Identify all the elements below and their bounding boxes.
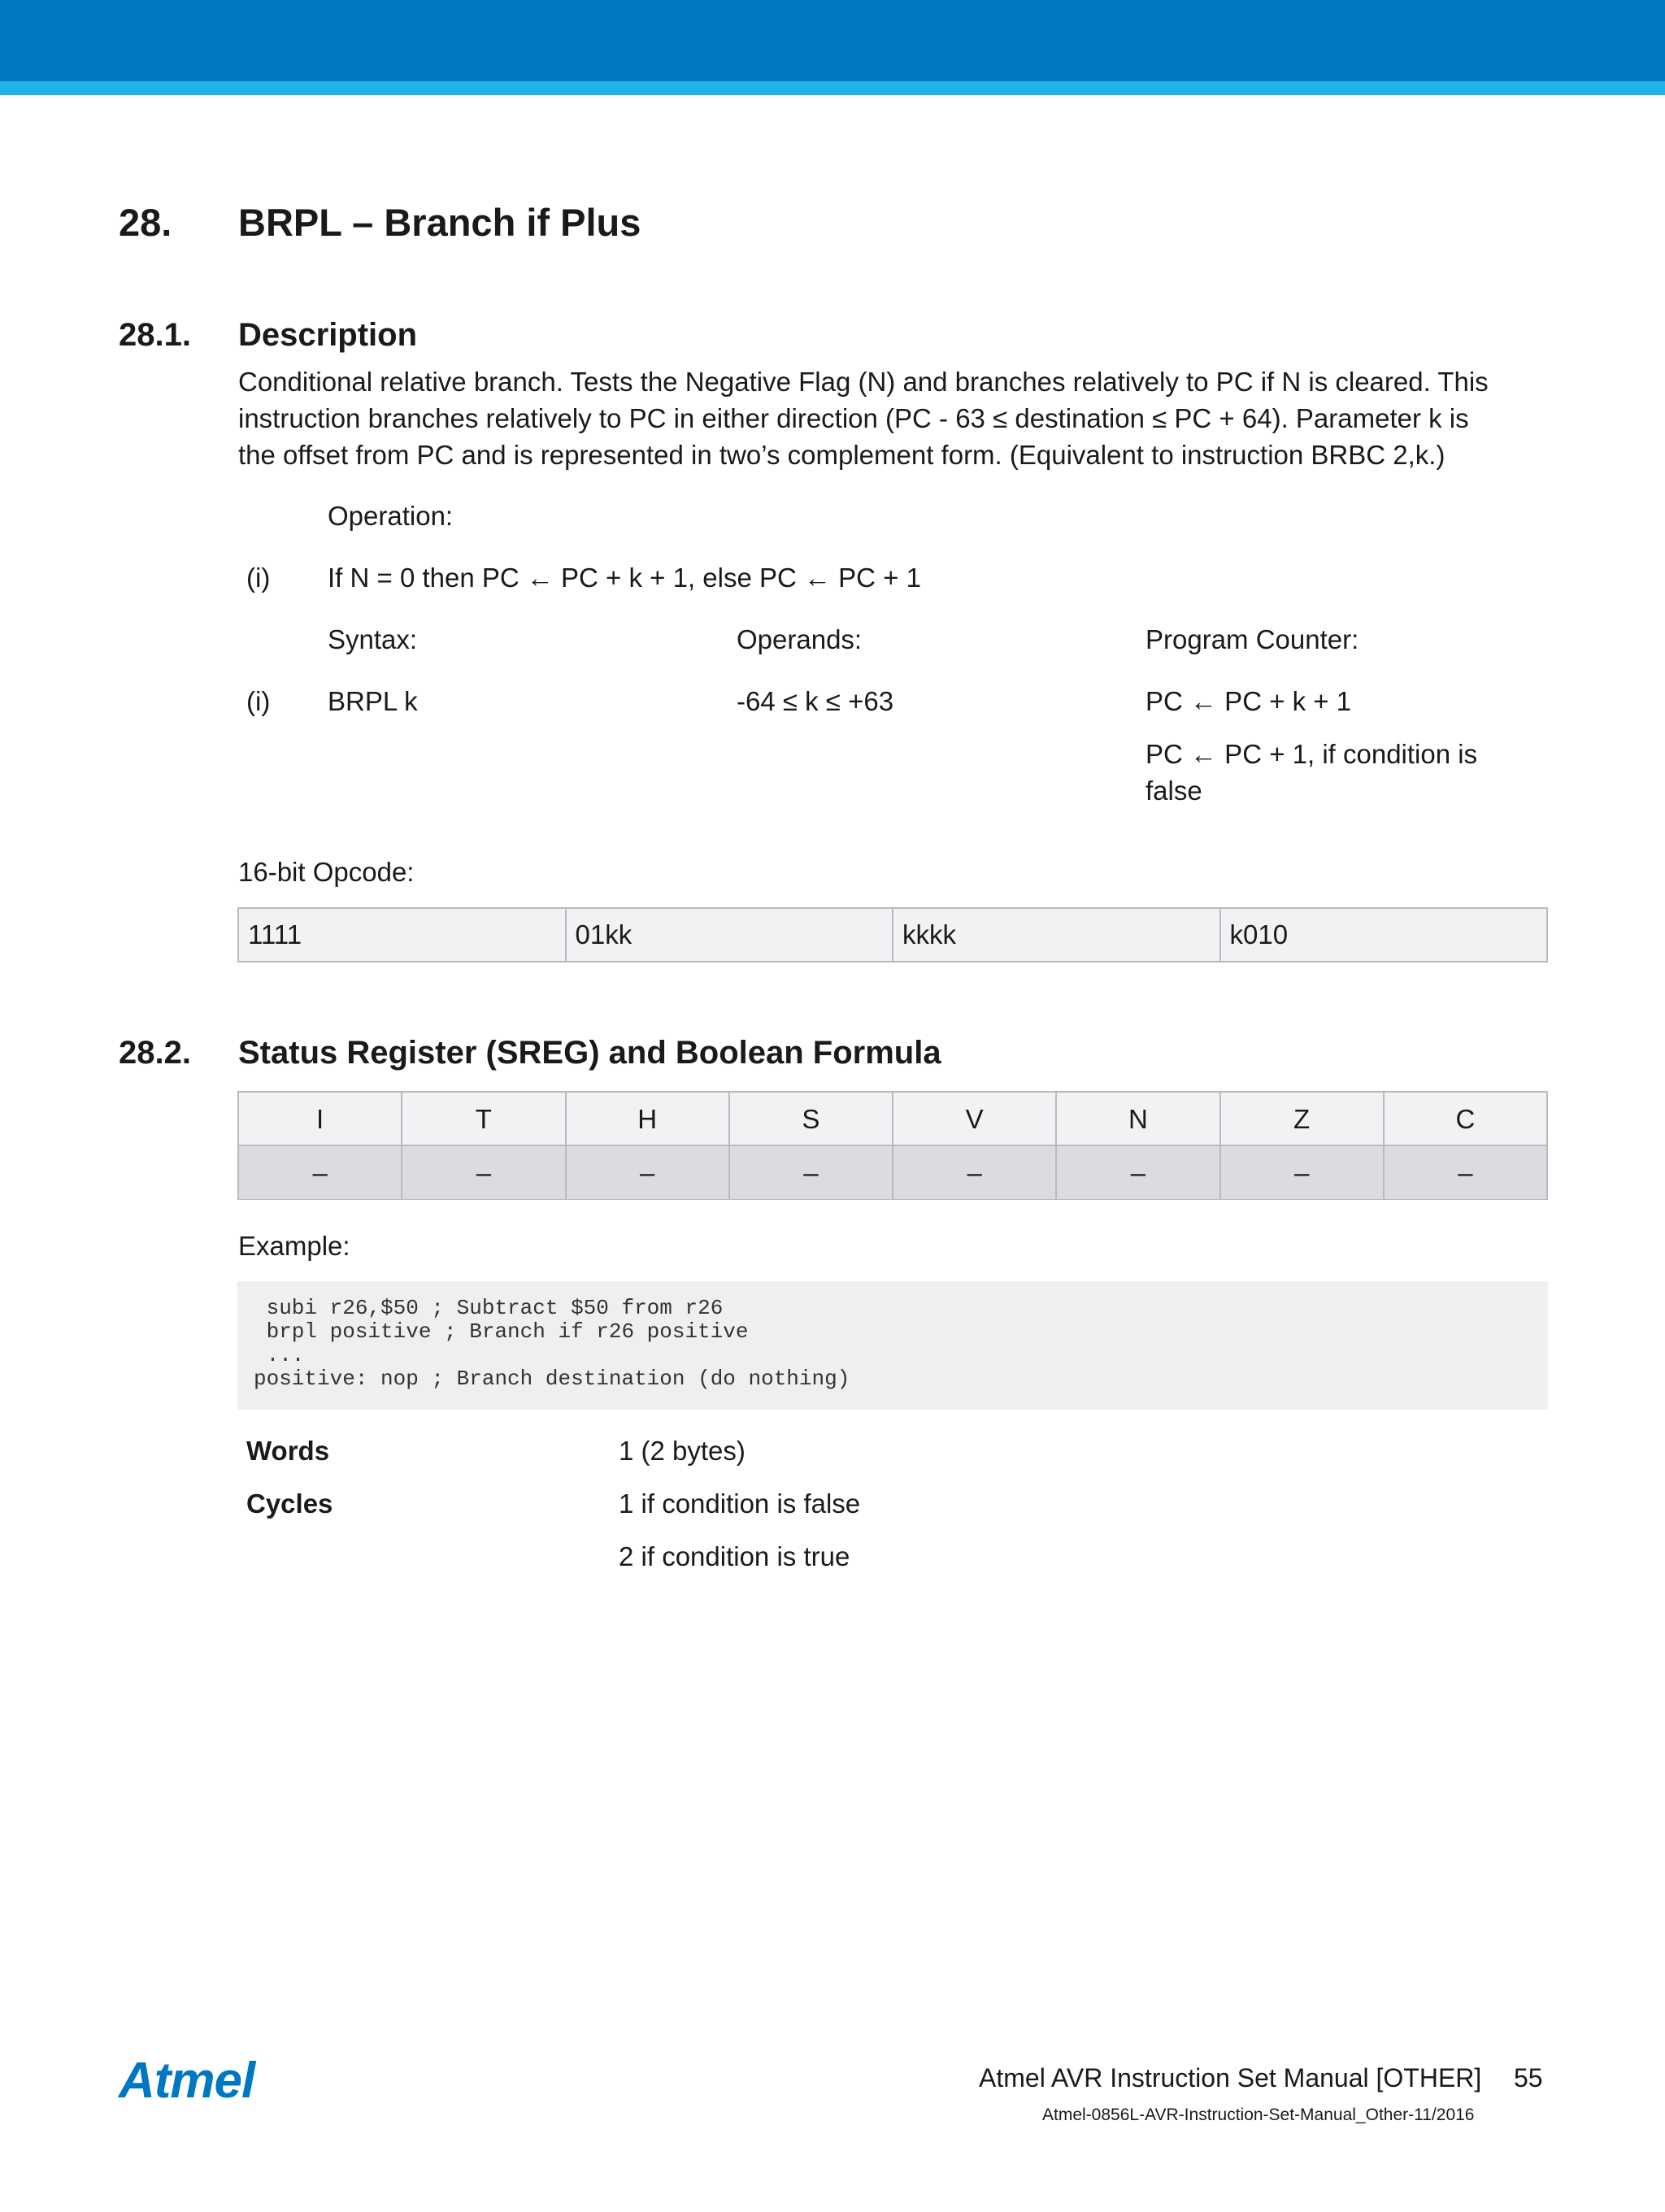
- sreg-value: –: [730, 1146, 893, 1199]
- opcode-table: [237, 907, 1548, 963]
- operation-text: If N = 0 then PC ← PC + k + 1, else PC ← PC + 1: [328, 563, 921, 593]
- footer-manual-title: Atmel AVR Instruction Set Manual [OTHER]: [979, 2063, 1482, 2092]
- footer-page-number: 55: [1514, 2063, 1543, 2092]
- opcode-cell: k010: [1229, 919, 1289, 950]
- sreg-value-row: [239, 1146, 1546, 1199]
- sreg-value: –: [402, 1146, 566, 1199]
- syntax-index: (i): [246, 686, 271, 716]
- operands-value: -64 ≤ k ≤ +63: [737, 686, 894, 716]
- opcode-cell: 01kk: [567, 909, 894, 961]
- opcode-cell: kkkk: [893, 909, 1221, 961]
- sreg-value: –: [893, 1146, 1057, 1199]
- header-stripe: [0, 81, 1665, 95]
- sreg-table: [237, 1091, 1548, 1200]
- sreg-flag: T: [402, 1093, 566, 1145]
- operands-label: Operands:: [737, 624, 863, 654]
- opcode-label: 16-bit Opcode:: [238, 857, 415, 887]
- sreg-flag: C: [1455, 1104, 1476, 1134]
- example-label: Example:: [238, 1231, 350, 1261]
- words-label: Words: [246, 1436, 330, 1466]
- description-line: instruction branches relatively to PC in either direction (PC - 63 ≤ destination ≤ PC + 64). Parameter k is: [238, 403, 1469, 433]
- section-number: 28.: [119, 201, 172, 244]
- sreg-flag: Z: [1221, 1093, 1385, 1145]
- sreg-number: 28.2.: [119, 1035, 191, 1071]
- cycles-label: Cycles: [246, 1488, 333, 1519]
- description-paragraph: [238, 363, 1555, 473]
- cycles-value-false: 1 if condition is false: [619, 1488, 861, 1519]
- sreg-flag: V: [893, 1093, 1057, 1145]
- header-bar: [0, 0, 1665, 81]
- code-example: [237, 1281, 1548, 1410]
- cycles-value-true: 2 if condition is true: [619, 1541, 850, 1571]
- sreg-value: –: [567, 1146, 730, 1199]
- operation-label: Operation:: [328, 501, 454, 531]
- code-line: brpl positive ; Branch if r26 positive: [254, 1319, 749, 1344]
- operation-index: (i): [246, 563, 271, 593]
- sreg-value: –: [1458, 1158, 1473, 1188]
- atmel-logo: Atmel: [119, 2053, 255, 2109]
- sreg-value: –: [239, 1146, 402, 1199]
- words-value: 1 (2 bytes): [619, 1436, 746, 1466]
- code-line: ...: [254, 1343, 305, 1367]
- description-number: 28.1.: [119, 317, 191, 353]
- program-counter-value: PC ← PC + k + 1: [1146, 686, 1352, 716]
- sreg-flag-row: [239, 1093, 1546, 1146]
- footer-document-id: Atmel-0856L-AVR-Instruction-Set-Manual_Other-11/2016: [1042, 2106, 1475, 2124]
- syntax-value: BRPL k: [328, 686, 418, 716]
- description-line: the offset from PC and is represented in two’s complement form. (Equivalent to instruction BRBC 2,k.): [238, 440, 1445, 470]
- sreg-flag: N: [1057, 1093, 1220, 1145]
- sreg-flag: S: [730, 1093, 893, 1145]
- description-heading: Description: [238, 317, 418, 353]
- sreg-flag: H: [567, 1093, 730, 1145]
- code-line: subi r26,$50 ; Subtract $50 from r26: [254, 1296, 724, 1320]
- sreg-value: –: [1221, 1146, 1385, 1199]
- program-counter-false-word: false: [1146, 776, 1202, 806]
- syntax-label: Syntax:: [328, 624, 418, 654]
- description-line: Conditional relative branch. Tests the Negative Flag (N) and branches relatively to PC if N is cleared. This: [238, 367, 1489, 397]
- sreg-flag: I: [239, 1093, 402, 1145]
- program-counter-label: Program Counter:: [1146, 624, 1359, 654]
- section-title: BRPL – Branch if Plus: [238, 201, 641, 244]
- opcode-cell: 1111: [239, 909, 567, 961]
- code-line: positive: nop ; Branch destination (do nothing): [254, 1367, 850, 1391]
- sreg-value: –: [1057, 1146, 1220, 1199]
- program-counter-false-line: PC ← PC + 1, if condition is: [1146, 739, 1478, 769]
- sreg-heading: Status Register (SREG) and Boolean Formula: [238, 1035, 941, 1071]
